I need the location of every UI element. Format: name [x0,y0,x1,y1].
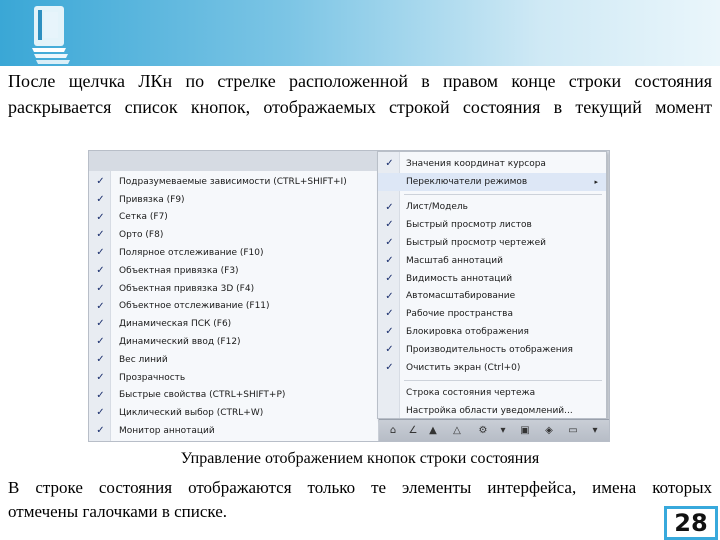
menu-item-label: Значения координат курсора [406,158,546,169]
check-icon: ✓ [96,354,105,365]
menu-item-right-b6[interactable] [378,305,606,323]
statusbar-customization-menu [377,151,607,419]
page-number: 28 [664,506,718,540]
statusbar-menu-screenshot [88,150,610,442]
menu-item-left-2[interactable] [89,209,378,227]
clean-screen-icon[interactable]: ▭ [568,425,578,436]
check-icon: ✓ [96,211,105,223]
check-icon: ✓ [96,176,105,187]
menu-item-label: Быстрый просмотр чертежей [406,238,547,249]
menu-item-left-5[interactable] [89,262,378,280]
menu-item-label: Переключатели режимов [406,176,528,187]
check-icon: ✓ [385,326,394,338]
menu-item-right-b4[interactable] [378,270,606,288]
ruler-icon[interactable]: ⌂ [389,425,397,436]
workspace-icon[interactable]: ▾ [500,425,506,436]
menu-item-label: Объектная привязка 3D (F4) [119,283,255,294]
menu-item-label: Динамический ввод (F12) [119,337,241,348]
angle-icon[interactable]: ∠ [408,425,418,436]
menu-item-label: Сетка (F7) [119,212,168,223]
status-bar [379,419,610,442]
menu-item-left-11[interactable] [89,369,378,387]
menu-item-right-b1[interactable] [378,216,606,234]
menu-item-right-c0[interactable] [378,385,606,403]
menu-item-right-b0[interactable] [378,199,606,217]
mode-toggles-submenu [89,171,379,442]
menu-item-left-3[interactable] [89,226,378,244]
menu-item-label: Объектная привязка (F3) [119,265,239,276]
menu-separator [404,194,602,195]
menu-item-right-a1[interactable] [378,173,606,191]
check-icon: ✓ [96,389,105,401]
menu-item-left-9[interactable] [89,333,378,351]
menu-item-label: Настройка области уведомлений... [406,406,573,417]
menu-item-label: Очистить экран (Ctrl+0) [406,362,521,373]
intro-paragraph [8,68,712,120]
check-icon: ✓ [96,425,105,437]
menu-item-label: Производительность отображения [406,344,573,355]
menu-item-left-13[interactable] [89,404,378,422]
menu-item-left-10[interactable] [89,351,378,369]
check-icon: ✓ [385,290,394,302]
check-icon: ✓ [385,361,394,373]
menu-item-label: Быстрый просмотр листов [406,220,532,231]
body-paragraph [8,476,712,524]
menu-item-label: Орто (F8) [119,230,164,241]
figure-caption: Управление отображением кнопок строки состояния [180,450,540,467]
menu-item-label: Полярное отслеживание (F10) [119,248,264,259]
menu-item-label: Подразумеваемые зависимости (CTRL+SHIFT+I) [119,176,347,187]
check-icon: ✓ [96,265,105,276]
body-line-1: В строке состояния отображаются только те элементы интерфейса, имена которых [8,478,712,497]
check-icon: ✓ [96,247,105,259]
annotation-scale-icon[interactable]: ▲ [429,425,437,436]
book-stack-logo-icon [28,2,74,66]
lock-icon[interactable]: ▣ [520,425,530,436]
menu-item-right-b8[interactable] [378,341,606,359]
intro-line-1: После щелчка ЛКн по стрелке расположенной в правом конце строки состояния [8,71,712,91]
check-icon: ✓ [385,344,394,355]
menu-item-left-1[interactable] [89,191,378,209]
check-icon: ✓ [96,407,105,419]
menu-item-left-8[interactable] [89,315,378,333]
check-icon: ✓ [385,272,394,284]
menu-item-label: Рабочие пространства [406,309,513,320]
menu-separator [404,380,602,381]
check-icon: ✓ [96,318,105,330]
check-icon: ✓ [96,371,105,383]
menu-item-label: Объектное отслеживание (F11) [119,301,270,312]
menu-item-label: Прозрачность [119,372,186,383]
header-band [0,0,720,66]
check-icon: ✓ [385,237,394,249]
customize-arrow-icon[interactable]: ▾ [592,425,598,436]
menu-item-label: Циклический выбор (CTRL+W) [119,408,264,419]
menu-item-label: Строка состояния чертежа [406,388,536,399]
menu-item-right-b3[interactable] [378,252,606,270]
menu-item-right-b7[interactable] [378,323,606,341]
submenu-arrow-icon: ▸ [594,177,598,186]
menu-item-left-7[interactable] [89,298,378,316]
check-icon: ✓ [385,308,394,320]
intro-line-2: раскрывается список кнопок, отображаемых строкой состояния в текущий момент [8,97,712,117]
check-icon: ✓ [96,229,105,241]
body-line-2: отмечены галочками в списке. [8,502,228,521]
check-icon: ✓ [385,201,394,213]
menu-item-left-14[interactable] [89,422,378,440]
menu-item-right-b2[interactable] [378,234,606,252]
menu-item-left-6[interactable] [89,280,378,298]
check-icon: ✓ [385,158,394,169]
check-icon: ✓ [385,219,394,231]
check-icon: ✓ [96,300,105,312]
menu-item-left-0[interactable] [89,173,378,191]
menu-item-label: Быстрые свойства (CTRL+SHIFT+P) [119,390,286,401]
check-icon: ✓ [96,282,105,294]
check-icon: ✓ [385,255,394,266]
check-icon: ✓ [96,336,105,348]
check-icon: ✓ [96,193,105,205]
menu-item-left-4[interactable] [89,244,378,262]
menu-item-right-a0[interactable] [378,155,606,173]
menu-item-right-b9[interactable] [378,359,606,377]
gear-icon[interactable]: ⚙ [478,425,488,436]
menu-item-label: Монитор аннотаций [119,426,215,437]
annotation-visibility-icon[interactable]: △ [453,425,461,436]
performance-icon[interactable]: ◈ [545,425,553,436]
menu-item-label: Масштаб аннотаций [406,255,504,266]
menu-item-label: Вес линий [119,354,168,365]
menu-item-right-c1[interactable] [378,402,606,420]
menu-item-label: Блокировка отображения [406,327,529,338]
menu-item-label: Привязка (F9) [119,194,185,205]
menu-item-right-b5[interactable] [378,288,606,306]
menu-item-left-12[interactable] [89,387,378,405]
menu-item-label: Автомасштабирование [406,291,516,302]
menu-item-label: Динамическая ПСК (F6) [119,319,232,330]
menu-item-label: Видимость аннотаций [406,273,513,284]
menu-item-label: Лист/Модель [406,202,468,213]
